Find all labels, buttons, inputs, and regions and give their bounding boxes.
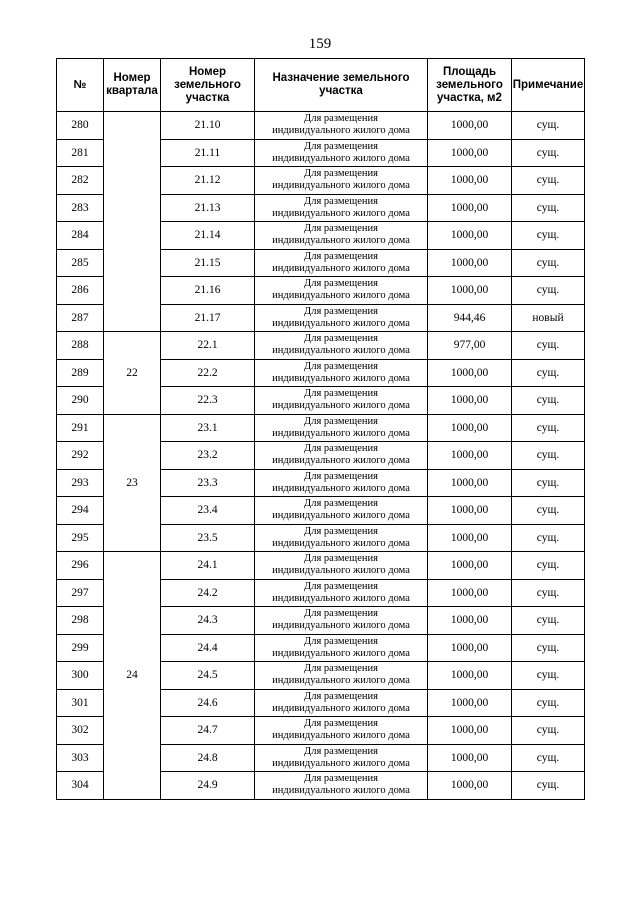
row-purpose: [255, 579, 428, 607]
purpose-line-2: индивидуального жилого дома: [272, 702, 410, 714]
row-area: 1000,00: [428, 359, 512, 387]
row-plot: 22.2: [161, 359, 255, 387]
row-purpose: [255, 497, 428, 525]
row-purpose: [255, 744, 428, 772]
table-body: [57, 112, 585, 800]
row-number: 304: [57, 772, 104, 800]
purpose-line-1: Для размещения: [304, 388, 378, 400]
row-area: 1000,00: [428, 222, 512, 250]
row-number: 288: [57, 332, 104, 360]
row-block: 24: [104, 552, 161, 800]
purpose-line-1: Для размещения: [304, 553, 378, 565]
row-number: 295: [57, 524, 104, 552]
row-number: 302: [57, 717, 104, 745]
row-note: сущ.: [512, 524, 585, 552]
row-purpose: [255, 304, 428, 332]
row-note: сущ.: [512, 194, 585, 222]
purpose-line-2: индивидуального жилого дома: [272, 730, 410, 742]
row-number: 287: [57, 304, 104, 332]
row-number: 291: [57, 414, 104, 442]
row-plot: 23.5: [161, 524, 255, 552]
row-plot: 21.12: [161, 167, 255, 195]
row-area: 1000,00: [428, 112, 512, 140]
row-note: сущ.: [512, 222, 585, 250]
row-plot: 22.3: [161, 387, 255, 415]
row-purpose: [255, 167, 428, 195]
row-area: 1000,00: [428, 414, 512, 442]
row-purpose: [255, 442, 428, 470]
row-area: 1000,00: [428, 167, 512, 195]
row-area: 1000,00: [428, 277, 512, 305]
row-note: сущ.: [512, 442, 585, 470]
row-area: 1000,00: [428, 772, 512, 800]
purpose-line-1: Для размещения: [304, 195, 378, 207]
row-purpose: [255, 634, 428, 662]
row-area: 1000,00: [428, 194, 512, 222]
row-area: 1000,00: [428, 249, 512, 277]
row-note: сущ.: [512, 552, 585, 580]
row-note: сущ.: [512, 744, 585, 772]
page-number: 159: [308, 36, 332, 52]
row-note: сущ.: [512, 387, 585, 415]
purpose-line-1: Для размещения: [304, 113, 378, 125]
row-number: 286: [57, 277, 104, 305]
purpose-line-1: Для размещения: [304, 443, 378, 455]
row-number: 294: [57, 497, 104, 525]
row-plot: 24.7: [161, 717, 255, 745]
row-area: 977,00: [428, 332, 512, 360]
purpose-line-2: индивидуального жилого дома: [272, 345, 410, 357]
row-plot: 23.3: [161, 469, 255, 497]
row-note: сущ.: [512, 469, 585, 497]
row-purpose: [255, 222, 428, 250]
row-purpose: [255, 194, 428, 222]
row-number: 292: [57, 442, 104, 470]
row-number: 282: [57, 167, 104, 195]
purpose-line-2: индивидуального жилого дома: [272, 510, 410, 522]
row-plot: 24.4: [161, 634, 255, 662]
purpose-line-2: индивидуального жилого дома: [272, 262, 410, 274]
row-number: 283: [57, 194, 104, 222]
row-note: сущ.: [512, 689, 585, 717]
row-number: 284: [57, 222, 104, 250]
land-plots-table: [56, 58, 585, 800]
row-number: 303: [57, 744, 104, 772]
purpose-line-1: Для размещения: [304, 718, 378, 730]
purpose-line-2: индивидуального жилого дома: [272, 152, 410, 164]
purpose-line-1: Для размещения: [304, 168, 378, 180]
purpose-line-2: индивидуального жилого дома: [272, 565, 410, 577]
row-number: 299: [57, 634, 104, 662]
purpose-line-2: индивидуального жилого дома: [272, 317, 410, 329]
row-area: 1000,00: [428, 579, 512, 607]
row-block: 23: [104, 414, 161, 552]
row-plot: 24.5: [161, 662, 255, 690]
purpose-line-2: индивидуального жилого дома: [272, 592, 410, 604]
row-plot: 22.1: [161, 332, 255, 360]
row-note: новый: [512, 304, 585, 332]
purpose-line-2: индивидуального жилого дома: [272, 785, 410, 797]
purpose-line-1: Для размещения: [304, 250, 378, 262]
purpose-line-1: Для размещения: [304, 415, 378, 427]
purpose-line-1: Для размещения: [304, 773, 378, 785]
purpose-line-1: Для размещения: [304, 608, 378, 620]
row-area: 1000,00: [428, 524, 512, 552]
row-purpose: [255, 139, 428, 167]
header-note: Примечание: [512, 59, 585, 112]
row-note: сущ.: [512, 414, 585, 442]
purpose-line-1: Для размещения: [304, 278, 378, 290]
row-purpose: [255, 249, 428, 277]
header-number: №: [57, 59, 104, 112]
purpose-line-1: Для размещения: [304, 580, 378, 592]
purpose-line-1: Для размещения: [304, 470, 378, 482]
row-number: 290: [57, 387, 104, 415]
row-note: сущ.: [512, 634, 585, 662]
row-number: 298: [57, 607, 104, 635]
row-note: сущ.: [512, 277, 585, 305]
row-purpose: [255, 607, 428, 635]
row-plot: 21.11: [161, 139, 255, 167]
row-note: сущ.: [512, 332, 585, 360]
row-note: сущ.: [512, 607, 585, 635]
row-area: 1000,00: [428, 717, 512, 745]
row-purpose: [255, 772, 428, 800]
row-number: 300: [57, 662, 104, 690]
row-area: 1000,00: [428, 497, 512, 525]
row-note: сущ.: [512, 662, 585, 690]
row-number: 285: [57, 249, 104, 277]
row-plot: 23.1: [161, 414, 255, 442]
row-note: сущ.: [512, 717, 585, 745]
purpose-line-1: Для размещения: [304, 140, 378, 152]
row-note: сущ.: [512, 359, 585, 387]
header-block: Номер квартала: [104, 59, 161, 112]
row-purpose: [255, 414, 428, 442]
row-area: 1000,00: [428, 552, 512, 580]
row-area: 1000,00: [428, 744, 512, 772]
purpose-line-2: индивидуального жилого дома: [272, 290, 410, 302]
purpose-line-1: Для размещения: [304, 305, 378, 317]
purpose-line-1: Для размещения: [304, 745, 378, 757]
row-note: сущ.: [512, 249, 585, 277]
row-plot: 23.2: [161, 442, 255, 470]
purpose-line-2: индивидуального жилого дома: [272, 537, 410, 549]
row-plot: 21.14: [161, 222, 255, 250]
row-note: сущ.: [512, 497, 585, 525]
purpose-line-1: Для размещения: [304, 360, 378, 372]
row-plot: 24.2: [161, 579, 255, 607]
purpose-line-2: индивидуального жилого дома: [272, 125, 410, 137]
purpose-line-2: индивидуального жилого дома: [272, 427, 410, 439]
row-purpose: [255, 469, 428, 497]
row-number: 301: [57, 689, 104, 717]
row-area: 1000,00: [428, 662, 512, 690]
row-plot: 21.10: [161, 112, 255, 140]
purpose-line-2: индивидуального жилого дома: [272, 455, 410, 467]
row-area: 1000,00: [428, 387, 512, 415]
row-note: сущ.: [512, 112, 585, 140]
header-plot: Номер земельного участка: [161, 59, 255, 112]
purpose-line-2: индивидуального жилого дома: [272, 372, 410, 384]
table-row: [57, 414, 585, 442]
table-row: [57, 112, 585, 140]
purpose-line-2: индивидуального жилого дома: [272, 482, 410, 494]
row-purpose: [255, 387, 428, 415]
row-purpose: [255, 332, 428, 360]
purpose-line-2: индивидуального жилого дома: [272, 757, 410, 769]
row-number: 281: [57, 139, 104, 167]
row-plot: 24.9: [161, 772, 255, 800]
table-header-row: [57, 59, 585, 112]
row-plot: 21.13: [161, 194, 255, 222]
header-area: Площадь земельного участка, м2: [428, 59, 512, 112]
row-area: 1000,00: [428, 139, 512, 167]
purpose-line-2: индивидуального жилого дома: [272, 675, 410, 687]
row-number: 296: [57, 552, 104, 580]
row-note: сущ.: [512, 167, 585, 195]
purpose-line-1: Для размещения: [304, 525, 378, 537]
row-number: 289: [57, 359, 104, 387]
row-purpose: [255, 552, 428, 580]
row-purpose: [255, 717, 428, 745]
row-purpose: [255, 689, 428, 717]
row-area: 944,46: [428, 304, 512, 332]
row-purpose: [255, 277, 428, 305]
row-block: 22: [104, 332, 161, 415]
row-plot: 21.16: [161, 277, 255, 305]
row-note: сущ.: [512, 772, 585, 800]
row-area: 1000,00: [428, 607, 512, 635]
row-area: 1000,00: [428, 442, 512, 470]
row-plot: 24.1: [161, 552, 255, 580]
row-area: 1000,00: [428, 469, 512, 497]
purpose-line-2: индивидуального жилого дома: [272, 207, 410, 219]
row-purpose: [255, 662, 428, 690]
header-purpose: Назначение земельного участка: [255, 59, 428, 112]
purpose-line-2: индивидуального жилого дома: [272, 400, 410, 412]
row-plot: 24.3: [161, 607, 255, 635]
row-note: сущ.: [512, 579, 585, 607]
row-number: 297: [57, 579, 104, 607]
row-number: 280: [57, 112, 104, 140]
purpose-line-1: Для размещения: [304, 333, 378, 345]
row-plot: 24.8: [161, 744, 255, 772]
purpose-line-1: Для размещения: [304, 663, 378, 675]
purpose-line-1: Для размещения: [304, 635, 378, 647]
purpose-line-2: индивидуального жилого дома: [272, 180, 410, 192]
row-area: 1000,00: [428, 689, 512, 717]
row-block: [104, 112, 161, 332]
row-area: 1000,00: [428, 634, 512, 662]
purpose-line-2: индивидуального жилого дома: [272, 235, 410, 247]
row-number: 293: [57, 469, 104, 497]
purpose-line-2: индивидуального жилого дома: [272, 620, 410, 632]
purpose-line-1: Для размещения: [304, 690, 378, 702]
row-purpose: [255, 112, 428, 140]
table-row: [57, 332, 585, 360]
purpose-line-1: Для размещения: [304, 223, 378, 235]
purpose-line-2: индивидуального жилого дома: [272, 647, 410, 659]
row-plot: 23.4: [161, 497, 255, 525]
purpose-line-1: Для размещения: [304, 498, 378, 510]
row-plot: 24.6: [161, 689, 255, 717]
table-row: [57, 552, 585, 580]
row-purpose: [255, 524, 428, 552]
row-purpose: [255, 359, 428, 387]
row-note: сущ.: [512, 139, 585, 167]
row-plot: 21.17: [161, 304, 255, 332]
row-plot: 21.15: [161, 249, 255, 277]
